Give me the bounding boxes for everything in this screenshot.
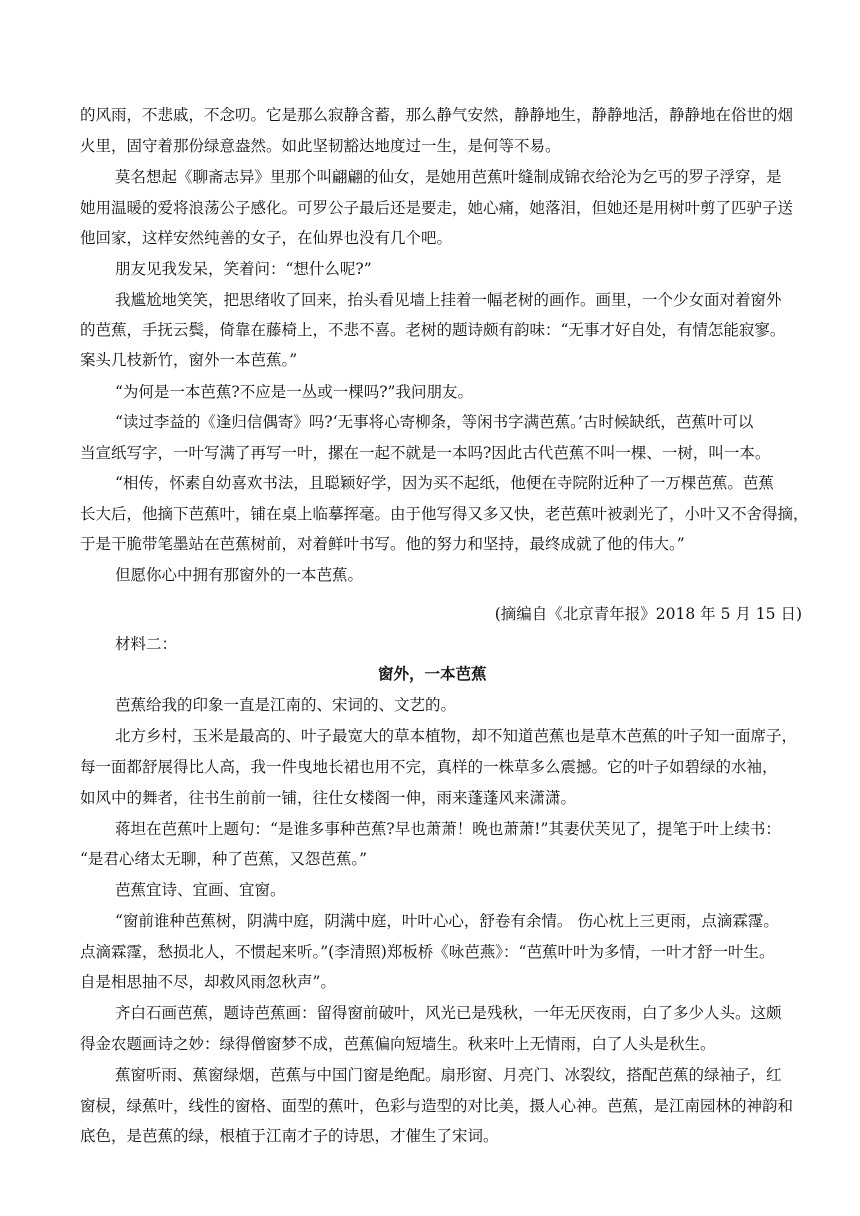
article-title: 窗外，一本芭蕉 bbox=[378, 665, 487, 683]
body-text-line: “是君心绪太无聊，种了芭蕉，又怨芭蕉。” bbox=[80, 850, 368, 868]
body-text-line: 芭蕉给我的印象一直是江南的、宋词的、文艺的。 bbox=[115, 696, 457, 714]
body-text-line: 我尴尬地笑笑，把思绪收了回来，抬头看见墙上挂着一幅老树的画作。画里，一个少女面对着窗外 bbox=[115, 291, 782, 309]
body-text-line: “相传，怀素自幼喜欢书法，且聪颖好学，因为买不起纸，他便在寺院附近种了一万棵芭蕉。芭蕉 bbox=[115, 474, 774, 492]
body-text-line: 当宣纸写字，一叶写满了再写一叶，摞在一起不就是一本吗?因此古代芭蕉不叫一棵、一树，叫一本。 bbox=[80, 444, 771, 462]
body-text-line: 案头几枝新竹，窗外一本芭蕉。” bbox=[80, 351, 298, 369]
material-label: 材料二： bbox=[115, 635, 178, 653]
body-text-line: 如风中的舞者，往书生前前一铺，往仕女楼阁一伸，雨来蓬蓬风来潇潇。 bbox=[80, 789, 577, 807]
body-text-line: 底色，是芭蕉的绿，根植于江南才子的诗思，才催生了宋词。 bbox=[80, 1127, 499, 1145]
body-text-line: “窗前谁种芭蕉树，阴满中庭，阴满中庭，叶叶心心，舒卷有余情。 伤心枕上三更雨，点滴霖霪。 bbox=[115, 912, 779, 930]
body-text-line: 芭蕉宜诗、宜画、宜窗。 bbox=[115, 881, 286, 899]
body-text-line: 莫名想起《聊斋志异》里那个叫翩翩的仙女，是她用芭蕉叶缝制成锦衣给沦为乞丐的罗子浮穿，是 bbox=[115, 168, 782, 186]
body-text-line: 于是干脆带笔墨站在芭蕉树前，对着鲜叶书写。他的努力和坚持，最终成就了他的伟大。” bbox=[80, 535, 685, 553]
body-text-line: 齐白石画芭蕉，题诗芭蕉画：留得窗前破叶，风光已是残秋，一年无厌夜雨，白了多少人头。这颇 bbox=[115, 1004, 782, 1022]
body-text-line: 的芭蕉，手抚云鬓，倚靠在藤椅上，不悲不喜。老树的题诗颇有韵味：“无事才好自处，有情怎能寂寥。 bbox=[80, 321, 786, 339]
body-text-line: 长大后，他摘下芭蕉叶，铺在桌上临摹挥毫。由于他写得又多又快，老芭蕉叶被剥光了，小叶又不舍得摘， bbox=[80, 505, 809, 523]
source-citation: (摘编自《北京青年报》2018 年 5 月 15 日) bbox=[494, 605, 802, 623]
body-text-line: 他回家，这样安然纯善的女子，在仙界也没有几个吧。 bbox=[80, 229, 453, 247]
body-text-line: 火里，固守着那份绿意盎然。如此坚韧豁达地度过一生，是何等不易。 bbox=[80, 137, 561, 155]
body-text-line: 蕉窗听雨、蕉窗绿烟，芭蕉与中国门窗是绝配。扇形窗、月亮门、冰裂纹，搭配芭蕉的绿袖子，红 bbox=[115, 1066, 782, 1084]
body-text-line: 但愿你心中拥有那窗外的一本芭蕉。 bbox=[115, 566, 364, 584]
body-text-line: 点滴霖霪，愁损北人，不惯起来听。”(李清照)郑板桥《咏芭燕》：“芭蕉叶叶为多情，一叶才舒一叶生。 bbox=[80, 943, 775, 961]
body-text-line: 的风雨，不悲戚，不念叨。它是那么寂静含蓄，那么静气安然，静静地生，静静地活，静静地在俗世的烟 bbox=[80, 106, 794, 124]
body-text-line: 北方乡村，玉米是最高的、叶子最宽大的草本植物，却不知道芭蕉也是草木芭蕉的叶子知一面席子， bbox=[115, 727, 798, 745]
body-text-line: “读过李益的《逢归信偶寄》吗?‘无事将心寄柳条，等闲书字满芭蕉。’古时候缺纸，芭蕉叶可以 bbox=[115, 413, 754, 431]
body-text-line: 窗棂，绿蕉叶，线性的窗格、面型的蕉叶，色彩与造型的对比美，摄人心神。芭蕉，是江南园林的神韵和 bbox=[80, 1097, 794, 1115]
body-text-line: 她用温暖的爱将浪荡公子感化。可罗公子最后还是要走，她心痛，她落泪，但她还是用树叶剪了匹驴子送 bbox=[80, 199, 794, 217]
body-text-line: 得金农题画诗之妙：绿得僧窗梦不成，芭蕉偏向短墙生。秋来叶上无情雨，白了人头是秋生。 bbox=[80, 1035, 716, 1053]
body-text-line: “为何是一本芭蕉?不应是一丛或一棵吗?”我问朋友。 bbox=[115, 383, 473, 401]
body-text-line: 自是相思抽不尽，却救风雨忽秋声”。 bbox=[80, 973, 336, 991]
body-text-line: 每一面都舒展得比人高，我一件曳地长裙也用不完，真样的一株草多么震撼。它的叶子如碧绿的水袖， bbox=[80, 758, 778, 776]
body-text-line: 朋友见我发呆，笑着问：“想什么呢?” bbox=[115, 260, 372, 278]
body-text-line: 蒋坦在芭蕉叶上题句：“是谁多事种芭蕉?早也萧萧！晚也萧萧!”其妻伏芙见了，提笔于叶上续书： bbox=[115, 820, 781, 838]
